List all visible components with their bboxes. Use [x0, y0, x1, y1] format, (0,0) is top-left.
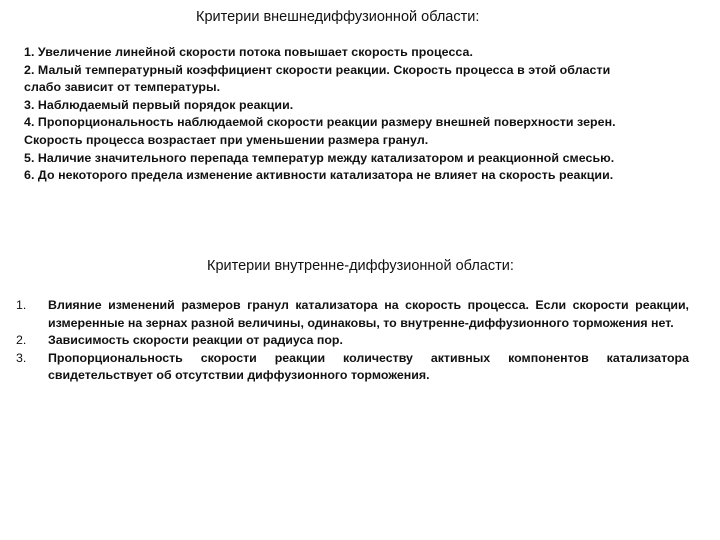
- external-criteria-line: 4. Пропорциональность наблюдаемой скорости реакции размеру внешней поверхности зерен.: [24, 115, 616, 130]
- external-criteria-line: 2. Малый температурный коэффициент скорости реакции. Скорость процесса в этой области: [24, 62, 611, 77]
- external-criteria-line: слабо зависит от температуры.: [24, 80, 221, 95]
- external-criteria-line: 5. Наличие значительного перепада температур между катализатором и реакционной смесью.: [24, 150, 615, 165]
- internal-criteria-list: [16, 297, 689, 385]
- item-number: 1.: [16, 298, 27, 312]
- internal-criteria-item: [16, 350, 689, 385]
- item-number: 3.: [16, 350, 27, 365]
- external-criteria-line: 3. Наблюдаемый первый порядок реакции.: [24, 97, 294, 112]
- internal-diffusion-title: Критерии внутренне-диффузионной области:: [207, 258, 514, 274]
- external-criteria-line: 1. Увеличение линейной скорости потока повышает скорость процесса.: [24, 45, 473, 59]
- internal-criteria-item: [16, 297, 689, 332]
- external-criteria-block: [24, 44, 696, 185]
- internal-criteria-item: [16, 332, 689, 350]
- item-number: 2.: [16, 333, 27, 348]
- item-text: Пропорциональность скорости реакции количеству активных компонентов катализатора свидетельствует об отсутствии диффузионного торможения.: [48, 350, 689, 383]
- external-criteria-line: Скорость процесса возрастает при уменьшении размера гранул.: [24, 132, 429, 147]
- external-diffusion-title: Критерии внешнедиффузионной области:: [196, 9, 480, 25]
- item-text: Влияние изменений размеров гранул катализатора на скорость процесса. Если скорости реакции, измеренные на зернах разной величины, одинаковы, то внутренне-диффузионного торможения нет.: [48, 298, 689, 330]
- item-text: Зависимость скорости реакции от радиуса пор.: [48, 333, 343, 348]
- external-criteria-line: 6. До некоторого предела изменение активности катализатора не влияет на скорость реакции.: [24, 168, 614, 183]
